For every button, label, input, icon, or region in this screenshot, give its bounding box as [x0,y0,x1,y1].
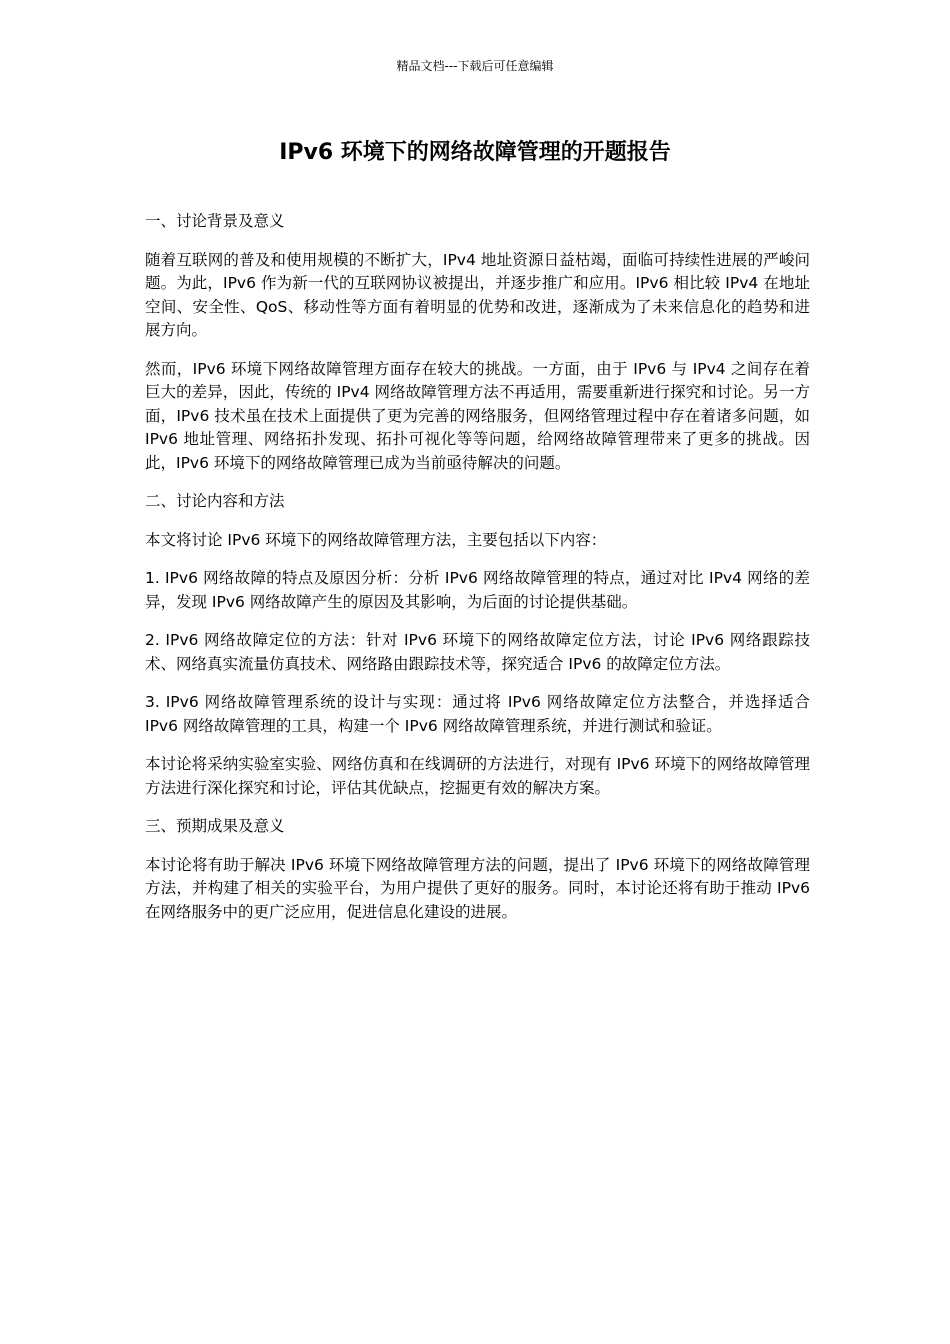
page-header: 精品文档---下载后可任意编辑 [396,59,554,73]
paragraph-background-1: 随着互联网的普及和使用规模的不断扩大，IPv4 地址资源日益枯竭，面临可持续性进展的严峻问题。为此，IPv6 作为新一代的互联网协议被提出，并逐步推广和应用。IPv6 相比较 IPv4 在地址空间、安全性、QoS、移动性等方面有着明显的优势和改进，逐渐成为了未来信息化的趋势和进展方向。 [145,250,810,339]
document-title: IPv6 环境下的网络故障管理的开题报告 [279,140,671,165]
paragraph-method: 本讨论将采纳实验室实验、网络仿真和在线调研的方法进行，对现有 IPv6 环境下的网络故障管理方法进行深化探究和讨论，评估其优缺点，挖掘更有效的解决方案。 [145,755,810,797]
document-body [145,210,810,939]
section-heading-background: 一、讨论背景及意义 [145,212,285,230]
paragraph-background-2: 然而，IPv6 环境下网络故障管理方面存在较大的挑战。一方面，由于 IPv6 与 IPv4 之间存在着巨大的差异，因此，传统的 IPv4 网络故障管理方法不再适用，需要重新进行探究和讨论。另一方面，IPv6 技术虽在技术上面提供了更为完善的网络服务，但网络管理过程中存在着诸多问题，如 IPv6 地址管理、网络拓扑发现、拓扑可视化等等问题，给网络故障管理带来了更多的挑战。因此，IPv6 环境下的网络故障管理已成为当前亟待解决的问题。 [145,359,810,472]
list-item-1: 1. IPv6 网络故障的特点及原因分析：分析 IPv6 网络故障管理的特点，通过对比 IPv4 网络的差异，发现 IPv6 网络故障产生的原因及其影响，为后面的讨论提供基础。 [145,569,810,611]
section-heading-content-methods: 二、讨论内容和方法 [145,492,285,510]
section-heading-outcomes: 三、预期成果及意义 [145,817,285,835]
list-item-3: 3. IPv6 网络故障管理系统的设计与实现：通过将 IPv6 网络故障定位方法整合，并选择适合 IPv6 网络故障管理的工具，构建一个 IPv6 网络故障管理系统，并进行测试和验证。 [145,693,810,735]
list-item-2: 2. IPv6 网络故障定位的方法：针对 IPv6 环境下的网络故障定位方法，讨论 IPv6 网络跟踪技术、网络真实流量仿真技术、网络路由跟踪技术等，探究适合 IPv6 的故障定位方法。 [145,631,810,673]
paragraph-outcomes: 本讨论将有助于解决 IPv6 环境下网络故障管理方法的问题，提出了 IPv6 环境下的网络故障管理方法，并构建了相关的实验平台，为用户提供了更好的服务。同时，本讨论还将有助于推动 IPv6 在网络服务中的更广泛应用，促进信息化建设的进展。 [145,855,810,921]
paragraph-content-intro: 本文将讨论 IPv6 环境下的网络故障管理方法，主要包括以下内容： [145,530,607,549]
